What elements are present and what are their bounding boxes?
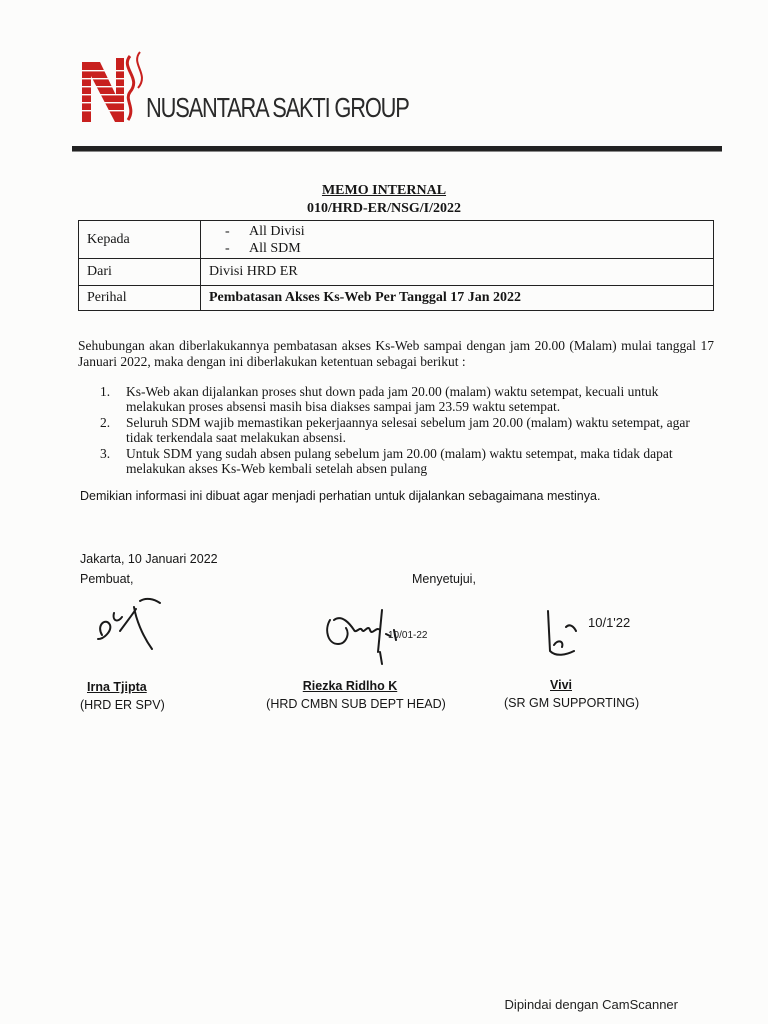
company-logo-icon <box>80 48 150 128</box>
list-item: 2. Seluruh SDM wajib memastikan pekerjaannya selesai sebelum jam 20.00 (malam) waktu setempat, agar tidak terkendala saat melakukan absensi. <box>100 415 690 445</box>
closing-paragraph: Demikian informasi ini dibuat agar menjadi perhatian untuk dijalankan sebagaimana mestinya. <box>80 489 601 503</box>
place-date: Jakarta, 10 Januari 2022 <box>80 552 218 566</box>
memo-title: MEMO INTERNAL <box>321 183 447 198</box>
signature-2-icon <box>320 600 430 670</box>
from-value: Divisi HRD ER <box>201 259 714 286</box>
signer-3-title: (SR GM SUPPORTING) <box>504 696 640 710</box>
signer-3-name: Vivi <box>550 678 573 692</box>
from-row <box>79 259 714 286</box>
scanner-watermark: Dipindai dengan CamScanner <box>504 997 678 1012</box>
list-item: 3. Untuk SDM yang sudah absen pulang sebelum jam 20.00 (malam) waktu setempat, maka tidak dapat melakukan akses Ks-Web kembali setelah absen pulang <box>100 446 673 476</box>
signature-3-icon <box>540 605 650 665</box>
to-row <box>79 221 714 259</box>
handwritten-date-2: 10/01-22 <box>388 630 428 641</box>
memo-number: 010/HRD-ER/NSG/I/2022 <box>306 201 461 216</box>
handwritten-date-3: 10/1'22 <box>588 615 631 630</box>
to-item: - All SDM <box>225 240 301 256</box>
company-name: NUSANTARA SAKTI GROUP <box>146 92 409 123</box>
maker-label: Pembuat, <box>80 572 134 586</box>
memo-header-table <box>78 220 714 311</box>
signer-2-title: (HRD CMBN SUB DEPT HEAD) <box>266 697 446 711</box>
provisions-list <box>100 384 714 477</box>
to-item: - All Divisi <box>225 223 305 239</box>
signature-1-icon <box>92 595 172 655</box>
approver-label: Menyetujui, <box>412 572 476 586</box>
subject-label: Perihal <box>79 286 201 311</box>
intro-paragraph: Sehubungan akan diberlakukannya pembatasan akses Ks-Web sampai dengan jam 20.00 (Malam) mulai tanggal 17 Januari 2022, maka dengan ini diberlakukan ketentuan sebagai berikut : <box>78 338 714 369</box>
to-value <box>201 221 714 259</box>
list-item: 1. Ks-Web akan dijalankan proses shut down pada jam 20.00 (malam) waktu setempat, kecuali untuk melakukan proses absensi masih bisa diakses sampai jam 23.59 waktu setempat. <box>100 384 659 414</box>
to-label: Kepada <box>79 221 201 259</box>
header-divider <box>72 146 722 152</box>
subject-value: Pembatasan Akses Ks-Web Per Tanggal 17 Jan 2022 <box>201 286 714 311</box>
subject-row <box>79 286 714 311</box>
from-label: Dari <box>79 259 201 286</box>
signer-1-title: (HRD ER SPV) <box>80 698 165 712</box>
signer-1-name: Irna Tjipta <box>87 680 147 694</box>
signer-2-name: Riezka Ridlho K <box>302 679 398 693</box>
